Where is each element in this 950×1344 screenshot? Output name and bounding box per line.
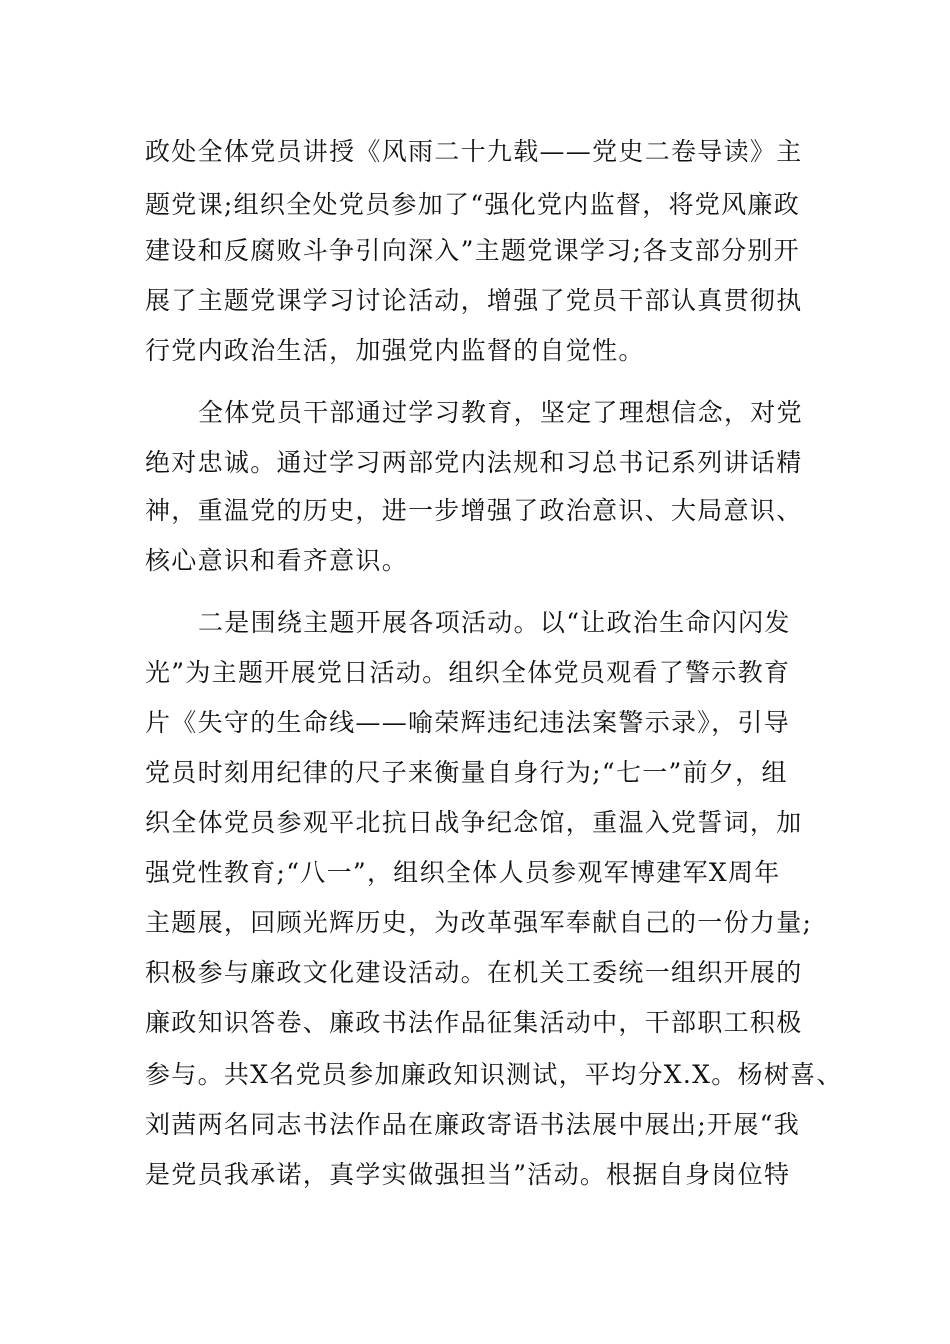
- text-line: 行党内政治生活，加强党内监督的自觉性。: [145, 336, 645, 365]
- text-line: 参与。共X名党员参加廉政知识测试，平均分X.X。杨树喜、: [145, 1060, 843, 1089]
- text-line: 织全体党员参观平北抗日战争纪念馆，重温入党誓词，加: [145, 808, 803, 837]
- text-line: 绝对忠诚。通过学习两部党内法规和习总书记系列讲话精: [145, 448, 803, 477]
- text-line: 片《失守的生命线——喻荣辉违纪违法案警示录》，引导: [145, 708, 791, 737]
- text-line: 党员时刻用纪律的尺子来衡量自身行为;“七一”前夕，组: [145, 758, 788, 787]
- text-line: 展了主题党课学习讨论活动，增强了党员干部认真贯彻执: [145, 286, 803, 315]
- text-line: 光”为主题开展党日活动。组织全体党员观看了警示教育: [145, 658, 791, 687]
- text-line: 廉政知识答卷、廉政书法作品征集活动中，干部职工积极: [145, 1008, 803, 1037]
- text-line: 强党性教育;“八一”，组织全体人员参观军博建军X周年: [145, 858, 781, 887]
- text-line: 建设和反腐败斗争引向深入”主题党课学习;各支部分别开: [145, 236, 801, 265]
- text-line: 神，重温党的历史，进一步增强了政治意识、大局意识、: [145, 496, 803, 525]
- text-line: 是党员我承诺，真学实做强担当”活动。根据自身岗位特: [145, 1160, 791, 1189]
- text-line: 刘茜两名同志书法作品在廉政寄语书法展中展出;开展“我: [145, 1110, 801, 1139]
- text-line: 政处全体党员讲授《风雨二十九载——党史二卷导读》主: [145, 137, 803, 166]
- text-line: 题党课;组织全处党员参加了“强化党内监督，将党风廉政: [145, 190, 801, 219]
- text-line: 全体党员干部通过学习教育，坚定了理想信念，对党: [198, 398, 803, 427]
- text-line: 二是围绕主题开展各项活动。以“让政治生命闪闪发: [198, 608, 791, 637]
- text-line: 主题展，回顾光辉历史，为改革强军奉献自己的一份力量;: [145, 908, 813, 937]
- text-line: 核心意识和看齐意识。: [145, 546, 409, 575]
- text-line: 积极参与廉政文化建设活动。在机关工委统一组织开展的: [145, 958, 803, 987]
